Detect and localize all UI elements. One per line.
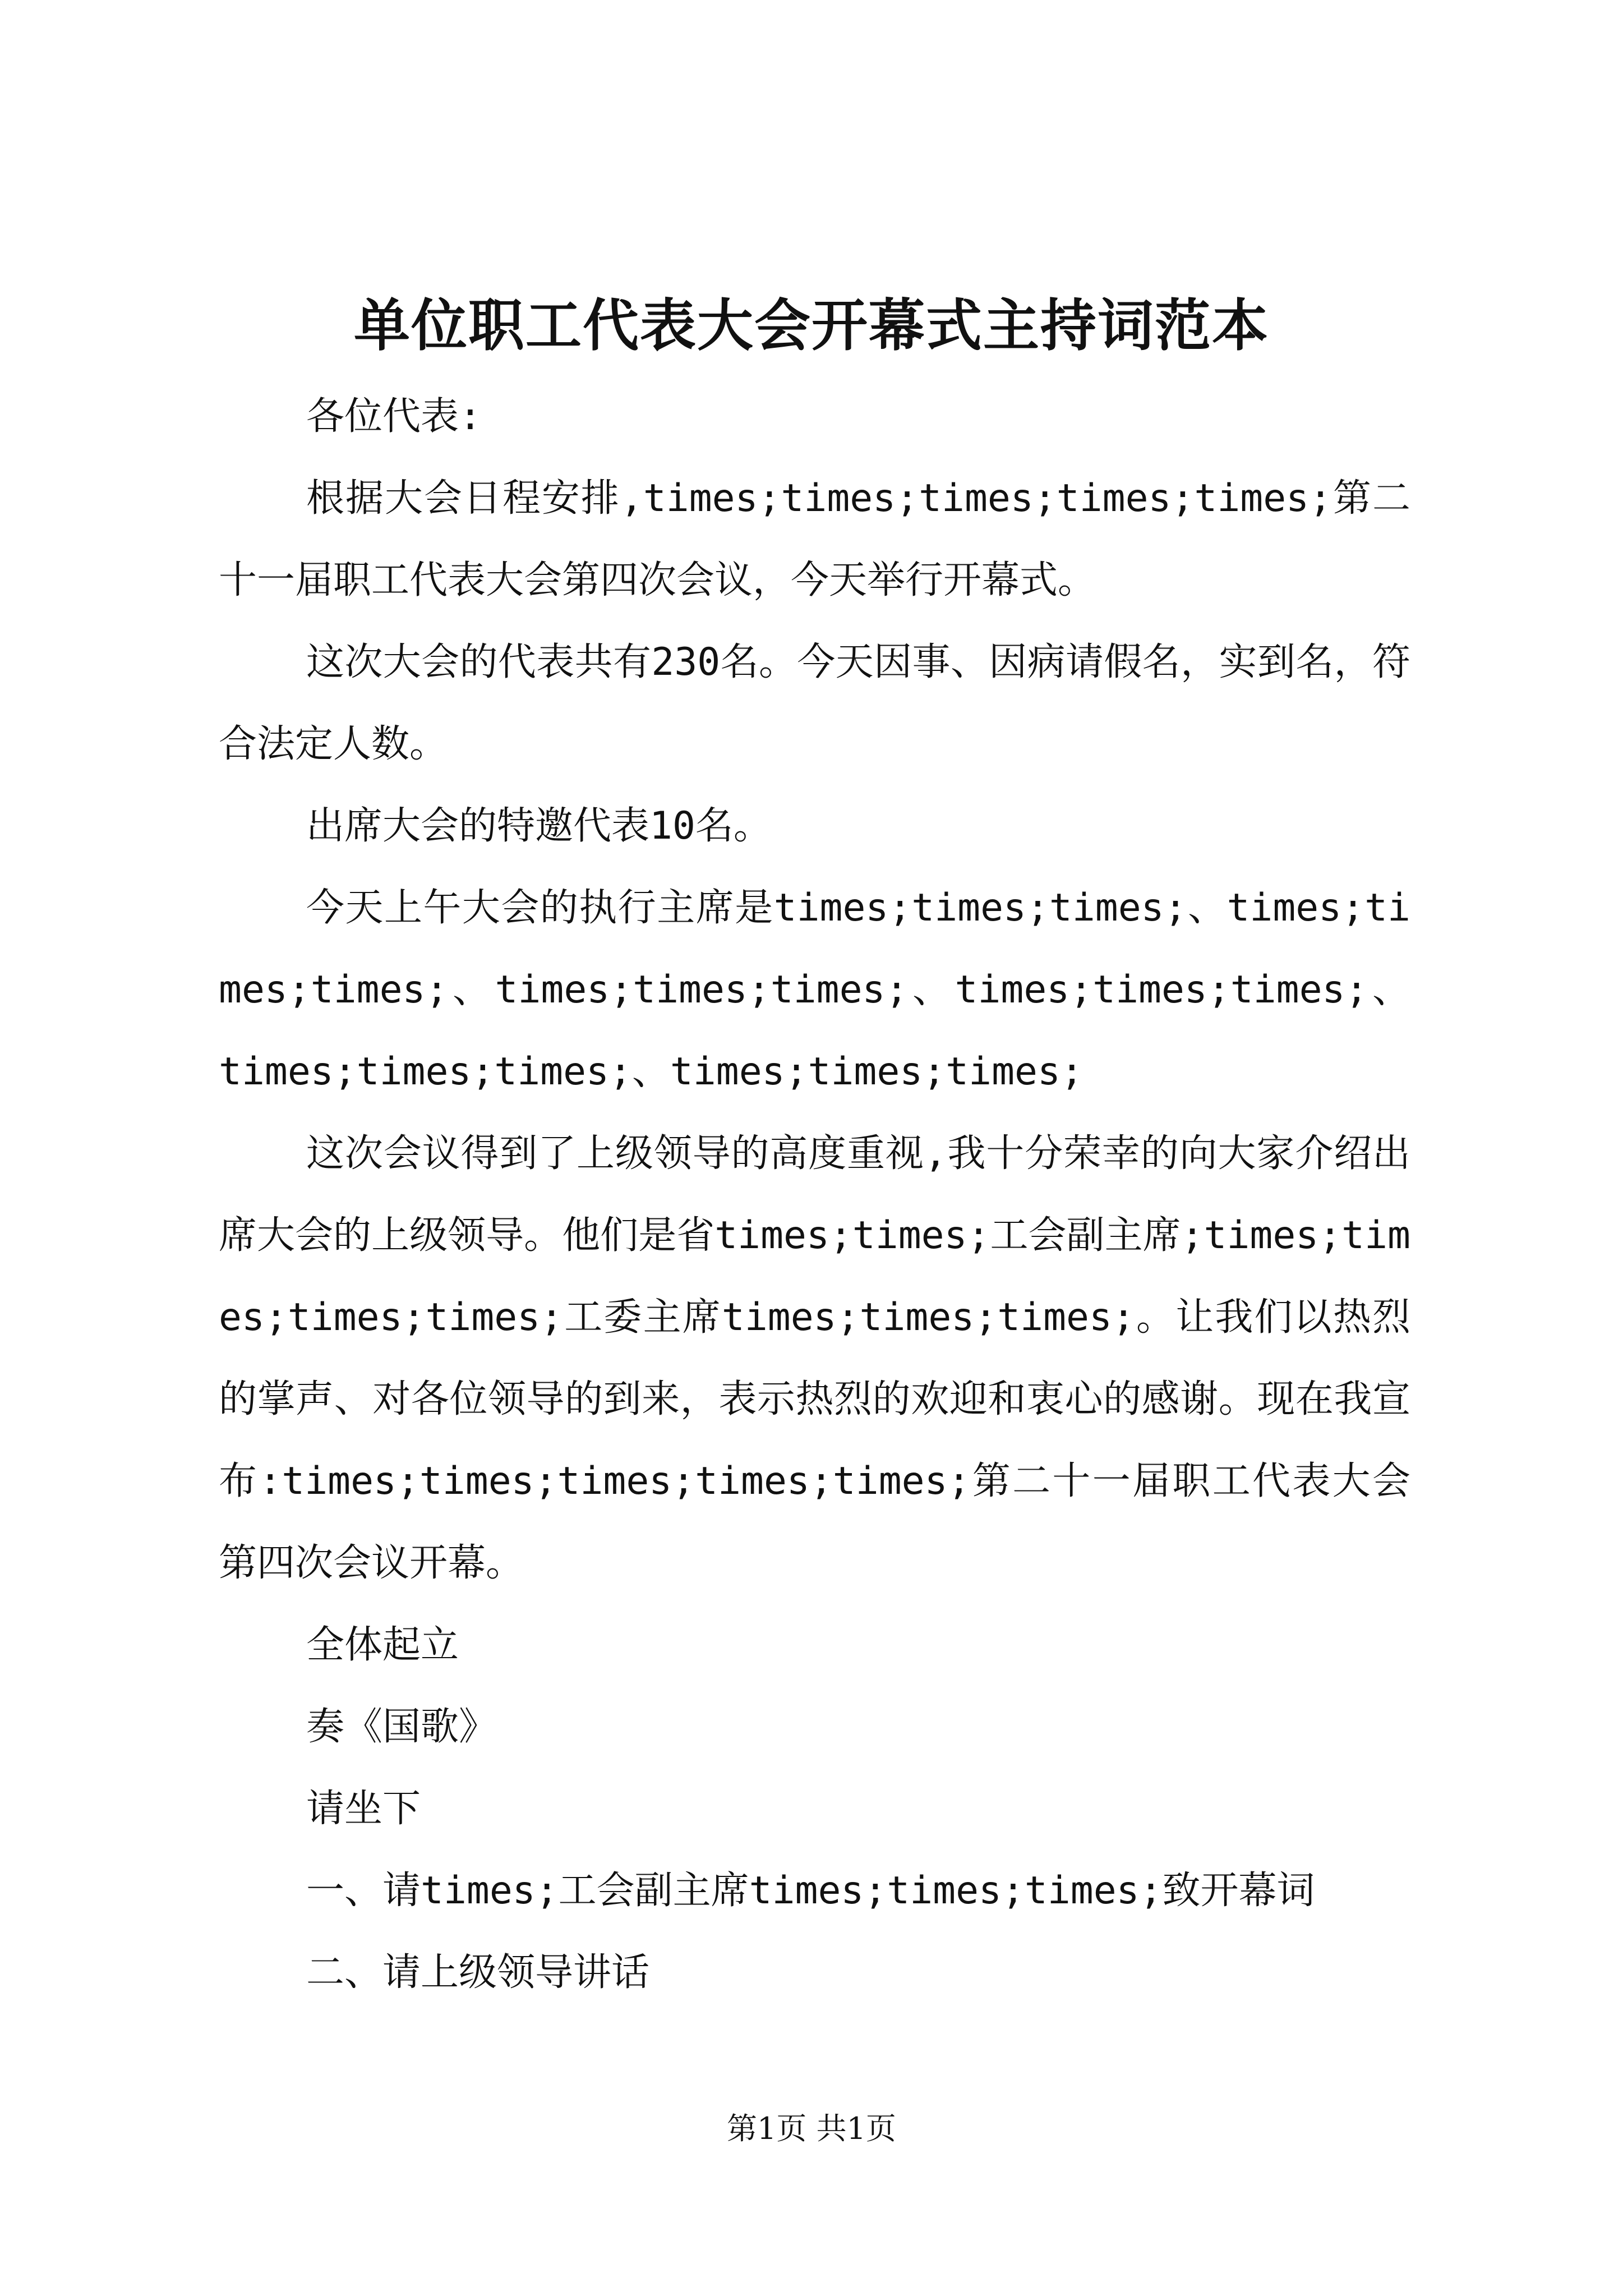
paragraph-salutation: 各位代表: <box>306 394 482 439</box>
paragraph-agenda: 根据大会日程安排,times;times;times;times;times;第二十一届职工代表大会第四次会议，今天举行开幕式。 <box>219 476 1410 602</box>
document-body <box>219 376 1410 2014</box>
paragraph-anthem: 奏《国歌》 <box>306 1705 497 1749</box>
paragraph-attendance: 这次大会的代表共有230名。今天因事、因病请假名，实到名，符合法定人数。 <box>219 640 1410 766</box>
paragraph-item-one: 一、请times;工会副主席times;times;times;致开幕词 <box>306 1869 1315 1913</box>
paragraph-stand-up: 全体起立 <box>306 1623 459 1667</box>
document-title: 单位职工代表大会开幕式主持词范本 <box>354 292 1269 358</box>
paragraph-presidium: 今天上午大会的执行主席是times;times;times;、times;times;times;、times;times;times;、times;times;times;、times;times;times;、times;times;times; <box>219 886 1410 1094</box>
paragraph-special-guests: 出席大会的特邀代表10名。 <box>306 804 772 848</box>
page-number-footer: 第1页 共1页 <box>727 2111 896 2146</box>
paragraph-sit-down: 请坐下 <box>306 1787 421 1831</box>
paragraph-item-two: 二、请上级领导讲话 <box>306 1950 650 1995</box>
paragraph-leaders-opening: 这次会议得到了上级领导的高度重视,我十分荣幸的向大家介绍出席大会的上级领导。他们是省times;times;工会副主席;times;times;times;times;工委主席times;times;times;。让我们以热烈的掌声、对各位领导的到来，表示热烈的欢迎和衷心的感谢。现在我宣布:times;times;times;times;times;第二十一届职工代表大会第四次会议开幕。 <box>219 1131 1410 1585</box>
